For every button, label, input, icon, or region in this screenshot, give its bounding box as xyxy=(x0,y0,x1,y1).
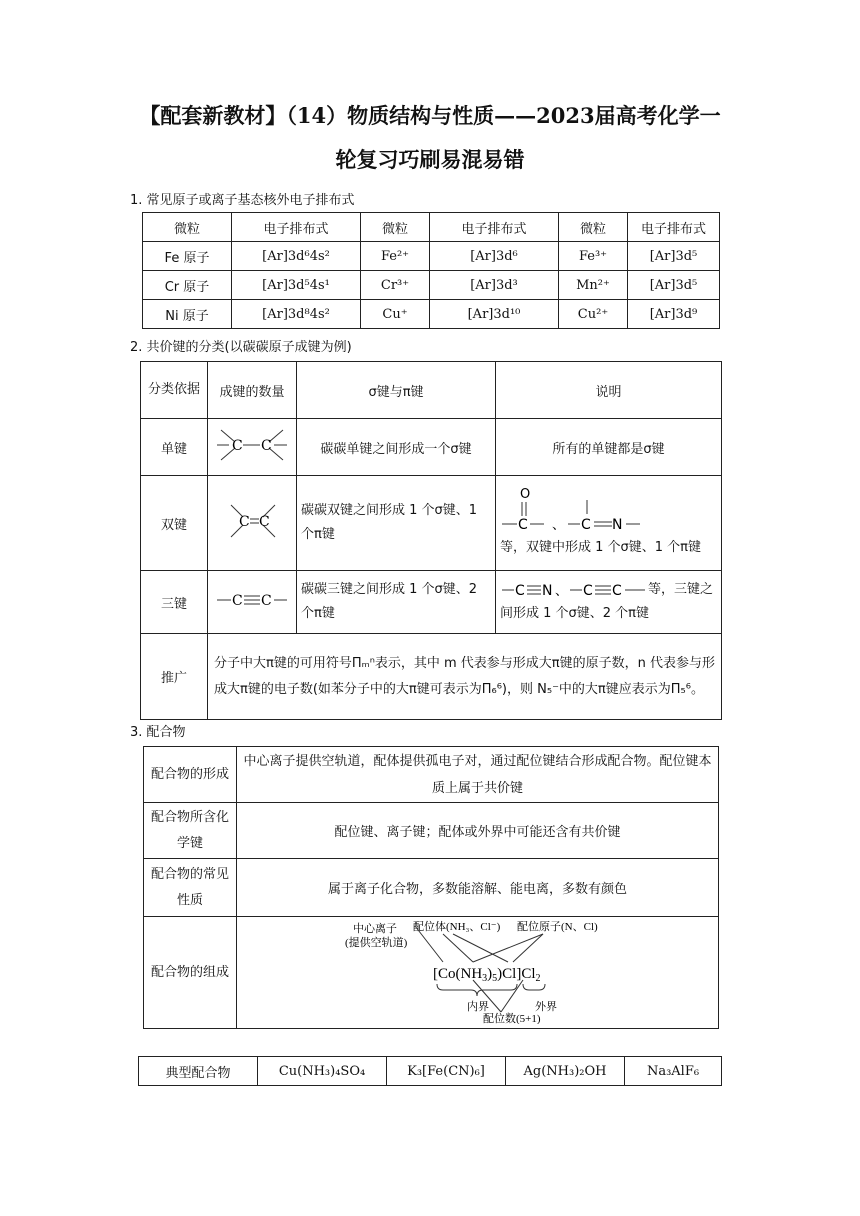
svg-text:C: C xyxy=(259,514,270,530)
svg-text:N: N xyxy=(542,582,553,599)
header-cell: 电子排布式 xyxy=(232,213,361,242)
header-cell: 电子排布式 xyxy=(628,213,720,242)
header-cell: σ键与π键 xyxy=(297,362,496,419)
center-ion-note: (提供空轨道) xyxy=(344,936,407,949)
row-label: 配合物的组成 xyxy=(144,917,237,1029)
table-cell: Cr 原子 xyxy=(143,271,232,300)
table-cell: [Ar]3d⁶ xyxy=(430,242,559,271)
table-row xyxy=(141,476,722,571)
svg-text:C: C xyxy=(583,582,593,599)
svg-text:N: N xyxy=(612,517,623,533)
svg-text:C: C xyxy=(612,582,622,599)
double-bond-diagram xyxy=(217,493,287,549)
section1-heading: 1. 常见原子或离子基态核外电子排布式 xyxy=(130,193,355,208)
row-label: 单键 xyxy=(141,419,208,476)
triple-bond-structure xyxy=(208,571,297,634)
center-ion-label: 中心离子 xyxy=(352,922,397,935)
svg-text:C: C xyxy=(232,593,243,609)
table-row xyxy=(144,803,719,859)
complex-formula: Na₃AlF₆ xyxy=(625,1057,722,1086)
covalent-bond-table xyxy=(140,361,722,720)
table-row xyxy=(144,859,719,917)
typical-complex-table xyxy=(138,1056,722,1086)
table-cell: Ni 原子 xyxy=(143,300,232,329)
composition-diagram-cell xyxy=(237,917,719,1029)
table-cell: Fe²⁺ xyxy=(361,242,430,271)
electron-config-table xyxy=(142,212,720,329)
header-cell: 微粒 xyxy=(143,213,232,242)
svg-text:C: C xyxy=(581,517,591,533)
svg-text:C: C xyxy=(239,514,250,530)
header-cell: 电子排布式 xyxy=(430,213,559,242)
table-cell: Cu⁺ xyxy=(361,300,430,329)
row-label: 配合物所含化学键 xyxy=(144,803,237,859)
carbonyl-imine-diagram xyxy=(500,486,650,536)
table-cell: [Ar]3d⁹ xyxy=(628,300,720,329)
table-row xyxy=(144,747,719,803)
bond-note-cell xyxy=(496,476,722,571)
table-cell: Fe³⁺ xyxy=(559,242,628,271)
inner-sphere-label: 内界 xyxy=(466,1000,489,1013)
svg-text:、: 、 xyxy=(555,583,569,599)
table-row xyxy=(144,917,719,1029)
svg-text:[Co(NH3)5)Cl]Cl2: $[Co(NH_3)_5)Cl]Cl_2$ xyxy=(432,965,541,984)
table-cell: Cr³⁺ xyxy=(361,271,430,300)
row-text: 配位键、离子键；配体或外界中可能还含有共价键 xyxy=(237,803,719,859)
table-cell: Fe 原子 xyxy=(143,242,232,271)
table-cell: [Ar]3d³ xyxy=(430,271,559,300)
nitrile-alkyne-diagram xyxy=(500,581,648,599)
extend-text: 分子中大π键的可用符号Πₘⁿ表示，其中 m 代表参与形成大π键的原子数，n 代表参与形成大π键的电子数(如苯分子中的大π键可表示为Π₆⁶)，则 N₅⁻中的大π键应表示为Π₅⁶。 xyxy=(208,634,722,720)
row-label: 三键 xyxy=(141,571,208,634)
row-label: 配合物的常见性质 xyxy=(144,859,237,917)
header-cell: 说明 xyxy=(496,362,722,419)
title-line-1: 【配套新教材】（14）物质结构与性质——2023届高考化学一 xyxy=(139,103,721,128)
table-cell: Mn²⁺ xyxy=(559,271,628,300)
bond-note: 等，三键之间形成 1 个σ键、2 个π键 xyxy=(500,582,714,621)
svg-text:、: 、 xyxy=(552,518,566,533)
table-row xyxy=(143,300,720,329)
double-bond-structure xyxy=(208,476,297,571)
table-row xyxy=(141,419,722,476)
table-row xyxy=(141,634,722,720)
header-cell: 微粒 xyxy=(361,213,430,242)
table-cell: [Ar]3d⁵4s¹ xyxy=(232,271,361,300)
single-bond-structure xyxy=(208,419,297,476)
carbonyl-imine-row xyxy=(500,486,717,536)
svg-text:C: C xyxy=(232,438,243,454)
table-row xyxy=(141,571,722,634)
row-text: 属于离子化合物，多数能溶解、能电离，多数有颜色 xyxy=(237,859,719,917)
row-label: 双键 xyxy=(141,476,208,571)
bond-note: 等，双键中形成 1 个σ键、1 个π键 xyxy=(500,540,702,555)
bond-description: 碳碳双键之间形成 1 个σ键、1 个π键 xyxy=(297,476,496,571)
bond-description: 碳碳单键之间形成一个σ键 xyxy=(297,419,496,476)
complex-formula: Cu(NH₃)₄SO₄ xyxy=(258,1057,387,1086)
table-header-row xyxy=(143,213,720,242)
table-cell: [Ar]3d⁵ xyxy=(628,242,720,271)
table-header-row xyxy=(141,362,722,419)
table-cell: [Ar]3d⁵ xyxy=(628,271,720,300)
coordination-number-label: 配位数(5+1) xyxy=(482,1012,541,1024)
ligand-label: 配位体(NH₃、Cl⁻) xyxy=(412,920,500,933)
svg-text:C: C xyxy=(261,438,272,454)
table-cell: [Ar]3d⁶4s² xyxy=(232,242,361,271)
bond-note: 所有的单键都是σ键 xyxy=(496,419,722,476)
section3-heading: 3. 配合物 xyxy=(130,725,186,740)
row-label: 典型配合物 xyxy=(139,1057,258,1086)
table-row xyxy=(143,271,720,300)
header-cell: 分类依据 xyxy=(141,362,208,419)
table-cell: [Ar]3d¹⁰ xyxy=(430,300,559,329)
single-bond-diagram xyxy=(215,422,289,468)
header-cell: 成键的数量 xyxy=(208,362,297,419)
complex-composition-diagram xyxy=(343,918,613,1024)
ligand-atom-label: 配位原子(N、Cl) xyxy=(516,920,598,933)
complex-table xyxy=(143,746,719,1029)
svg-text:C: C xyxy=(261,593,272,609)
svg-text:C: C xyxy=(518,517,528,533)
outer-sphere-label: 外界 xyxy=(534,1000,557,1013)
bond-description: 碳碳三键之间形成 1 个σ键、2 个π键 xyxy=(297,571,496,634)
row-text: 中心离子提供空轨道，配体提供孤电子对，通过配位键结合形成配合物。配位键本质上属于共价键 xyxy=(237,747,719,803)
section2-heading: 2. 共价键的分类(以碳碳原子成键为例) xyxy=(130,340,352,355)
table-row xyxy=(139,1057,722,1086)
table-row xyxy=(143,242,720,271)
complex-formula: K₃[Fe(CN)₆] xyxy=(387,1057,506,1086)
table-cell: [Ar]3d⁸4s² xyxy=(232,300,361,329)
svg-text:C: C xyxy=(515,582,525,599)
title-line-2: 轮复习巧刷易混易错 xyxy=(335,147,525,172)
bond-note-cell xyxy=(496,571,722,634)
row-label: 配合物的形成 xyxy=(144,747,237,803)
row-label: 推广 xyxy=(141,634,208,720)
svg-text:O: O xyxy=(520,487,531,502)
table-cell: Cu²⁺ xyxy=(559,300,628,329)
header-cell: 微粒 xyxy=(559,213,628,242)
complex-formula: Ag(NH₃)₂OH xyxy=(506,1057,625,1086)
triple-bond-diagram xyxy=(215,590,289,610)
page-title xyxy=(100,94,760,182)
